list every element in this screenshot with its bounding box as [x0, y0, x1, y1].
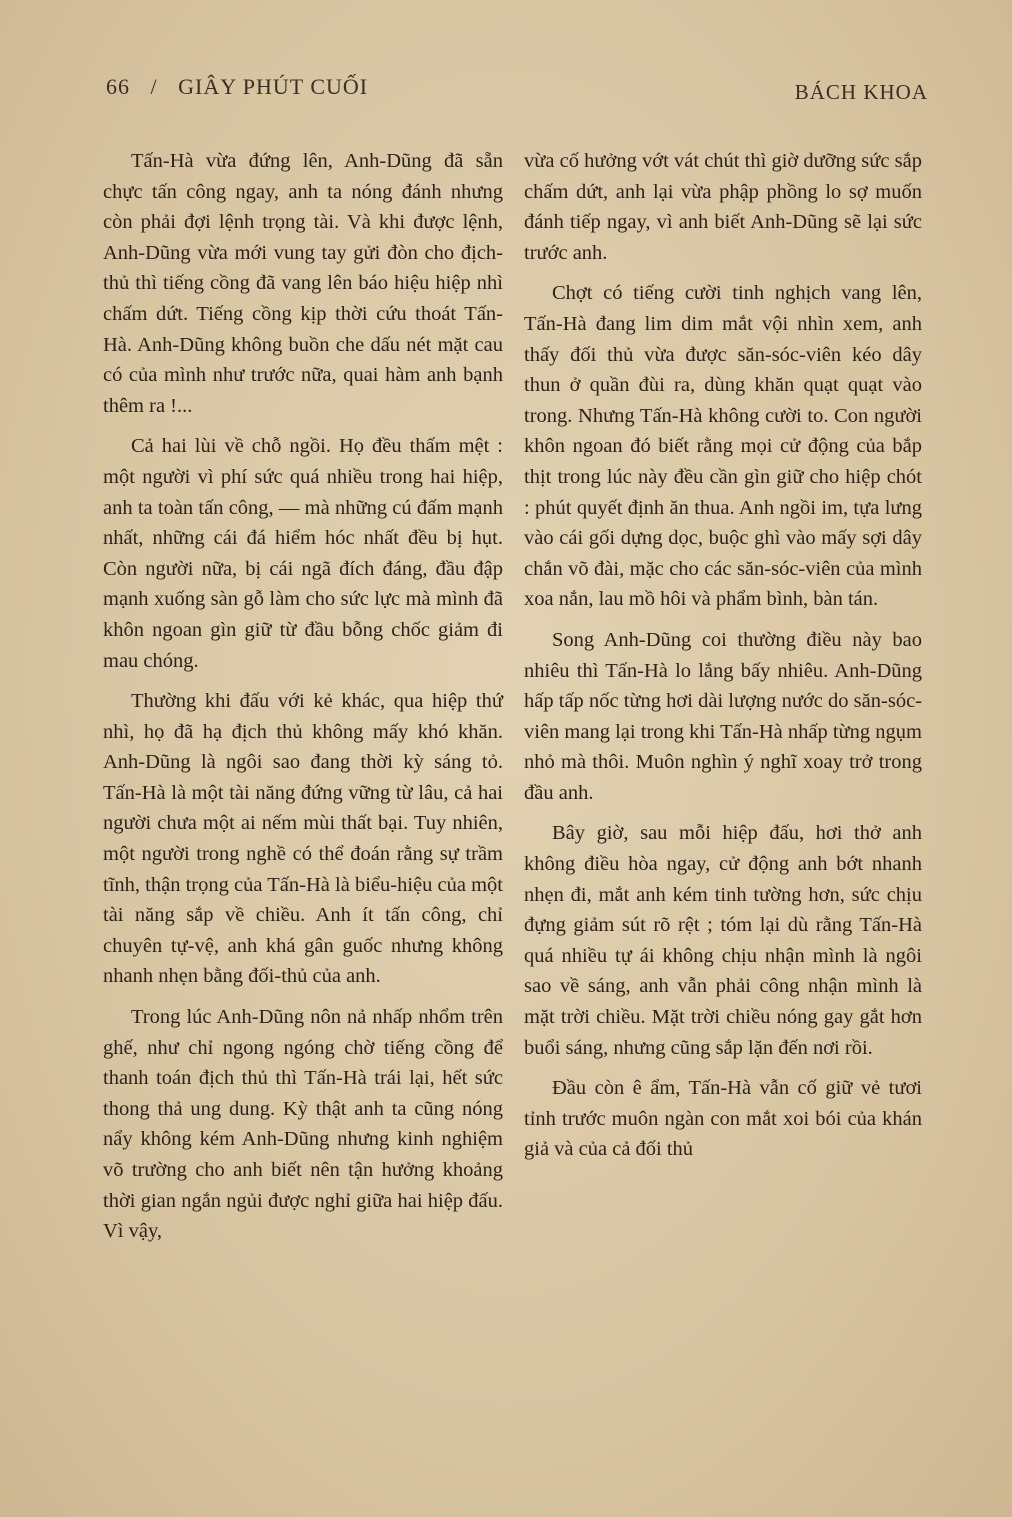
paragraph: Đầu còn ê ẩm, Tấn-Hà vẫn cố giữ vẻ tươi tỉnh trước muôn ngàn con mắt xoi bói của khán giả và của cả đối thủ — [524, 1077, 922, 1161]
paragraph: Bây giờ, sau mỗi hiệp đấu, hơi thở anh không điều hòa ngay, cử động anh bớt nhanh nhẹn đi, mắt anh kém tinh tường hơn, sức chịu đựng giảm sút rõ rệt ; tóm lại dù rằng Tấn-Hà quá nhiều tự ái không chịu nhận mình là ngôi sao về sáng, anh vẫn phải công nhận mình là mặt trời chiều. Mặt trời chiều nóng gay gắt hơn buổi sáng, nhưng cũng sắp lặn đến nơi rồi. — [524, 822, 922, 1059]
paragraph-continued: vừa cố hưởng vớt vát chút thì giờ dưỡng sức sắp chấm dứt, anh lại vừa phập phồng lo sợ muốn đánh tiếp ngay, vì anh biết Anh-Dũng sẽ lại sức trước anh. — [524, 150, 922, 264]
paragraph: Tấn-Hà vừa đứng lên, Anh-Dũng đã sẵn chực tấn công ngay, anh ta nóng đánh nhưng còn phải đợi lệnh trọng tài. Và khi được lệnh, Anh-Dũng vừa mới vung tay gửi đòn cho địch-thủ thì tiếng cồng đã vang lên báo hiệu hiệp nhì chấm dứt. Tiếng cồng kịp thời cứu thoát Tấn-Hà. Anh-Dũng không buồn che dấu nét mặt cau có của mình như trước nữa, quai hàm anh bạnh thêm ra !... — [103, 150, 503, 417]
header-separator: / — [150, 74, 158, 99]
header-left — [106, 74, 368, 100]
page-header — [106, 74, 928, 114]
magazine-name: BÁCH KHOA — [794, 80, 928, 104]
page-number: 66 — [106, 74, 130, 99]
paragraph: Cả hai lùi về chỗ ngồi. Họ đều thấm mệt : một người vì phí sức quá nhiều trong hai hiệp, anh ta toàn tấn công, — mà những cú đấm mạnh nhất, những cái đá hiểm hóc nhất đều bị hụt. Còn người nữa, bị cái ngã đích đáng, đầu đập mạnh xuống sàn gỗ làm cho sức lực mà mình đã khôn ngoan gìn giữ từ đầu bỗng chốc giảm đi mau chóng. — [103, 435, 503, 672]
paragraph: Chợt có tiếng cười tinh nghịch vang lên, Tấn-Hà đang lim dim mắt vội nhìn xem, anh thấy đối thủ vừa được săn-sóc-viên kéo dây thun ở quần đùi ra, dùng khăn quạt quạt vào trong. Nhưng Tấn-Hà không cười to. Con người khôn ngoan đó biết rằng mọi cử động của bắp thịt trong lúc này đều cần gìn giữ cho hiệp chót : phút quyết định ăn thua. Anh ngồi im, tựa lưng vào cái gối dựng dọc, buộc ghì vào mấy sợi dây chắn võ đài, mặc cho các săn-sóc-viên của mình xoa nắn, lau mồ hôi và phẩm bình, bàn tán. — [524, 282, 922, 611]
section-title: GIÂY PHÚT CUỐI — [178, 74, 369, 99]
paragraph: Thường khi đấu với kẻ khác, qua hiệp thứ nhì, họ đã hạ địch thủ không mấy khó khăn. Anh-Dũng là ngôi sao đang thời kỳ sáng tỏ. Tấn-Hà là một tài năng đứng vững từ lâu, cả hai người chưa một ai nếm mùi thất bại. Tuy nhiên, một người trong nghề có thể đoán rằng sự trầm tĩnh, thận trọng của Tấn-Hà là biểu-hiệu của một tài năng sắp về chiều. Anh ít tấn công, chỉ chuyên tự-vệ, anh khá gân guốc nhưng không nhanh nhẹn bằng đối-thủ của anh. — [103, 690, 503, 988]
paragraph: Song Anh-Dũng coi thường điều này bao nhiêu thì Tấn-Hà lo lắng bấy nhiêu. Anh-Dũng hấp tấp nốc từng hơi dài lượng nước do săn-sóc-viên mang lại trong khi Tấn-Hà nhấp từng ngụm nhỏ mà thôi. Muôn nghìn ý nghĩ xoay trở trong đầu anh. — [524, 628, 922, 804]
left-column — [103, 146, 503, 1257]
paragraph: Trong lúc Anh-Dũng nôn nả nhấp nhổm trên ghế, như chỉ ngong ngóng chờ tiếng cồng để thanh toán địch thủ thì Tấn-Hà trái lại, hết sức thong thả ung dung. Kỳ thật anh ta cũng nóng nẩy không kém Anh-Dũng nhưng kinh nghiệm võ trường cho anh biết nên tận hưởng khoảng thời gian ngắn ngủi được nghỉ giữa hai hiệp đấu. Vì vậy, — [103, 1006, 503, 1243]
right-column — [524, 146, 922, 1175]
